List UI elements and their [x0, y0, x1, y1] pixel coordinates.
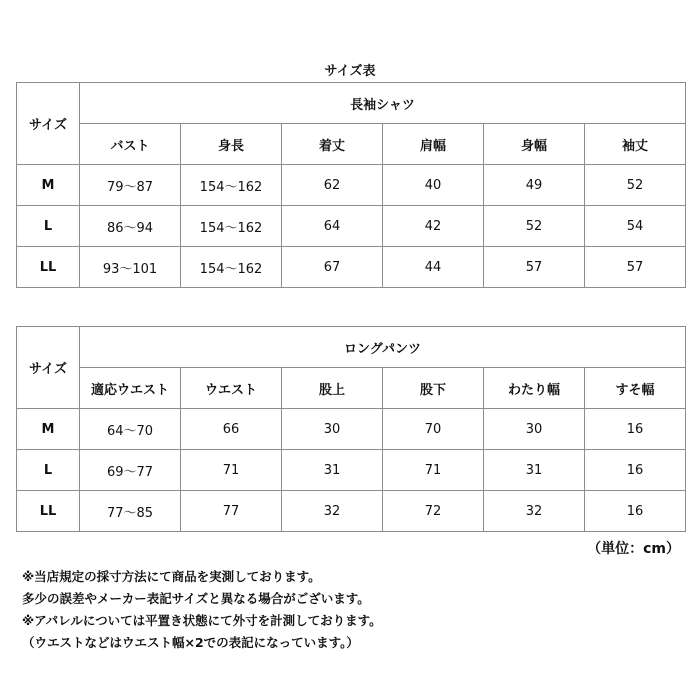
table-cell: 93～101: [80, 247, 181, 288]
column-header: わたり幅: [484, 368, 585, 409]
table-cell: 44: [383, 247, 484, 288]
table-cell: 57: [585, 247, 686, 288]
table-cell: 57: [484, 247, 585, 288]
table-cell: 49: [484, 165, 585, 206]
size-chart-title: サイズ表: [324, 64, 376, 79]
table-cell: 67: [282, 247, 383, 288]
column-header: 袖丈: [585, 124, 686, 165]
shirt-size-table: [16, 82, 686, 288]
pants-size-table: [16, 326, 686, 532]
group-title: ロングパンツ: [80, 327, 686, 368]
column-header: ウエスト: [181, 368, 282, 409]
table-row: [17, 206, 686, 247]
column-header: 肩幅: [383, 124, 484, 165]
size-label: LL: [17, 247, 80, 288]
table-cell: 79～87: [80, 165, 181, 206]
table-row: [17, 491, 686, 532]
size-label: M: [17, 165, 80, 206]
size-label: L: [17, 206, 80, 247]
table-cell: 32: [484, 491, 585, 532]
table-row: [17, 165, 686, 206]
size-label: LL: [17, 491, 80, 532]
table-cell: 31: [484, 450, 585, 491]
table-cell: 30: [484, 409, 585, 450]
table-cell: 16: [585, 491, 686, 532]
table-row: [17, 409, 686, 450]
table-cell: 77: [181, 491, 282, 532]
table-row: [17, 450, 686, 491]
column-header: 股下: [383, 368, 484, 409]
table-cell: 71: [383, 450, 484, 491]
note-line: 多少の誤差やメーカー表記サイズと異なる場合がございます。: [22, 591, 370, 606]
unit-label: （単位：cm）: [587, 541, 680, 557]
table-cell: 52: [585, 165, 686, 206]
note-line: ※アパレルについては平置き状態にて外寸を計測しております。: [22, 613, 382, 628]
column-header: 身幅: [484, 124, 585, 165]
table-cell: 16: [585, 409, 686, 450]
column-header: 着丈: [282, 124, 383, 165]
group-title: 長袖シャツ: [80, 83, 686, 124]
notes: [22, 566, 382, 654]
table-cell: 16: [585, 450, 686, 491]
column-header: 股上: [282, 368, 383, 409]
table-cell: 62: [282, 165, 383, 206]
table-cell: 32: [282, 491, 383, 532]
column-header: バスト: [80, 124, 181, 165]
column-header: すそ幅: [585, 368, 686, 409]
table-cell: 154～162: [181, 165, 282, 206]
table-cell: 70: [383, 409, 484, 450]
size-label: L: [17, 450, 80, 491]
note-line: （ウエストなどはウエスト幅×2での表記になっています。）: [22, 635, 359, 650]
column-header: 適応ウエスト: [80, 368, 181, 409]
table-cell: 77～85: [80, 491, 181, 532]
table-cell: 154～162: [181, 247, 282, 288]
table-row: [17, 247, 686, 288]
table-cell: 42: [383, 206, 484, 247]
size-header: サイズ: [17, 83, 80, 165]
table-cell: 54: [585, 206, 686, 247]
table-cell: 154～162: [181, 206, 282, 247]
table-cell: 40: [383, 165, 484, 206]
note-line: ※当店規定の採寸方法にて商品を実測しております。: [22, 569, 321, 584]
column-header: 身長: [181, 124, 282, 165]
table-cell: 66: [181, 409, 282, 450]
table-cell: 72: [383, 491, 484, 532]
table-cell: 86～94: [80, 206, 181, 247]
table-cell: 31: [282, 450, 383, 491]
size-label: M: [17, 409, 80, 450]
table-cell: 30: [282, 409, 383, 450]
size-header: サイズ: [17, 327, 80, 409]
table-cell: 71: [181, 450, 282, 491]
table-cell: 69～77: [80, 450, 181, 491]
table-cell: 52: [484, 206, 585, 247]
table-cell: 64: [282, 206, 383, 247]
table-cell: 64～70: [80, 409, 181, 450]
